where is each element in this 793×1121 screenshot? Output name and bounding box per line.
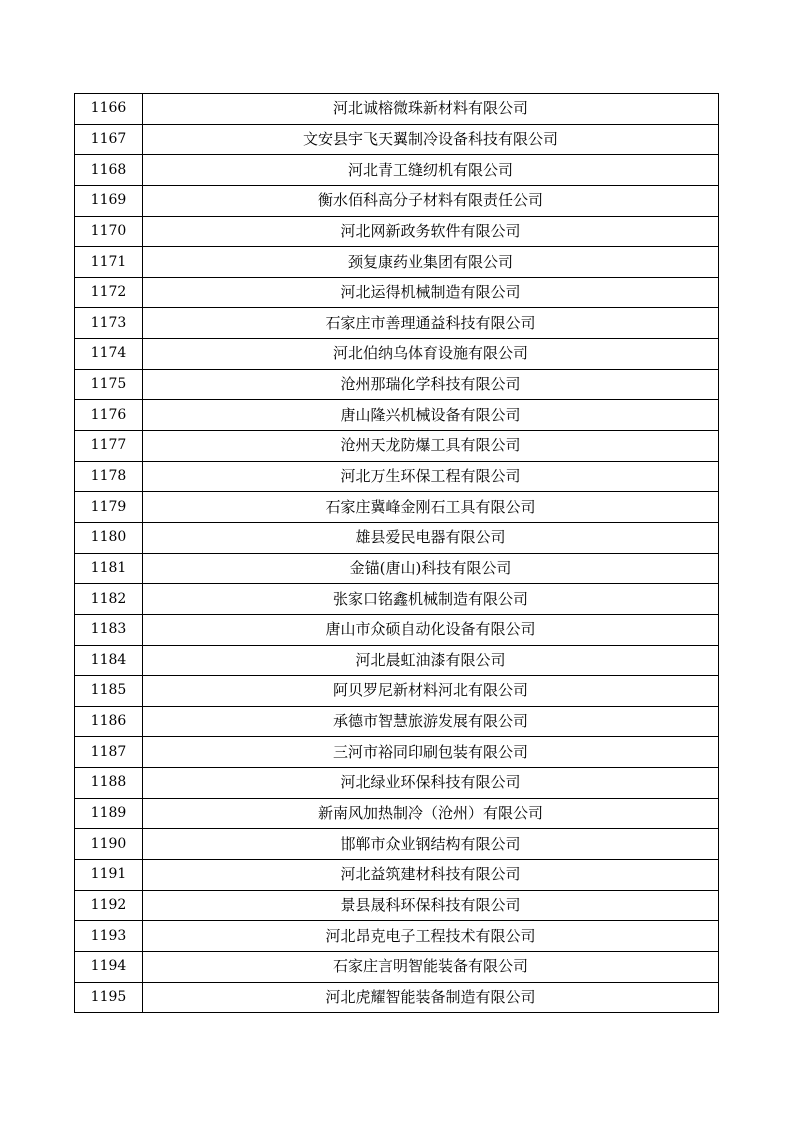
- table-row: [75, 890, 719, 921]
- table-row: [75, 155, 719, 186]
- company-name-cell: 张家口铭鑫机械制造有限公司: [143, 584, 719, 615]
- table-row: [75, 951, 719, 982]
- table-row: [75, 216, 719, 247]
- table-row: [75, 400, 719, 431]
- table-row: [75, 369, 719, 400]
- row-number-cell: 1174: [75, 339, 143, 370]
- row-number-cell: 1171: [75, 247, 143, 278]
- row-number-cell: 1184: [75, 645, 143, 676]
- row-number-cell: 1185: [75, 676, 143, 707]
- row-number-cell: 1173: [75, 308, 143, 339]
- company-name-cell: 石家庄市善理通益科技有限公司: [143, 308, 719, 339]
- company-name-cell: 金锚(唐山)科技有限公司: [143, 553, 719, 584]
- company-name-cell: 沧州天龙防爆工具有限公司: [143, 431, 719, 462]
- row-number-cell: 1194: [75, 951, 143, 982]
- company-name-cell: 承德市智慧旅游发展有限公司: [143, 706, 719, 737]
- company-name-cell: 河北运得机械制造有限公司: [143, 277, 719, 308]
- company-name-cell: 景县晟科环保科技有限公司: [143, 890, 719, 921]
- row-number-cell: 1166: [75, 94, 143, 125]
- table-row: [75, 737, 719, 768]
- table-row: [75, 247, 719, 278]
- row-number-cell: 1181: [75, 553, 143, 584]
- row-number-cell: 1192: [75, 890, 143, 921]
- table-row: [75, 676, 719, 707]
- table-row: [75, 768, 719, 799]
- company-list-table: [74, 93, 719, 1013]
- company-name-cell: 文安县宇飞天翼制冷设备科技有限公司: [143, 124, 719, 155]
- row-number-cell: 1178: [75, 461, 143, 492]
- table-row: [75, 461, 719, 492]
- table-row: [75, 645, 719, 676]
- table-row: [75, 614, 719, 645]
- row-number-cell: 1179: [75, 492, 143, 523]
- table-row: [75, 921, 719, 952]
- company-name-cell: 河北青工缝纫机有限公司: [143, 155, 719, 186]
- company-name-cell: 衡水佰科高分子材料有限责任公司: [143, 185, 719, 216]
- row-number-cell: 1172: [75, 277, 143, 308]
- company-list-table-wrapper: [74, 93, 718, 1013]
- table-body: [75, 94, 719, 1013]
- table-row: [75, 522, 719, 553]
- company-name-cell: 河北万生环保工程有限公司: [143, 461, 719, 492]
- company-name-cell: 新南风加热制冷（沧州）有限公司: [143, 798, 719, 829]
- company-name-cell: 雄县爱民电器有限公司: [143, 522, 719, 553]
- row-number-cell: 1182: [75, 584, 143, 615]
- company-name-cell: 唐山隆兴机械设备有限公司: [143, 400, 719, 431]
- table-row: [75, 277, 719, 308]
- company-name-cell: 邯郸市众业钢结构有限公司: [143, 829, 719, 860]
- table-row: [75, 185, 719, 216]
- company-name-cell: 河北益筑建材科技有限公司: [143, 860, 719, 891]
- row-number-cell: 1187: [75, 737, 143, 768]
- company-name-cell: 唐山市众硕自动化设备有限公司: [143, 614, 719, 645]
- table-row: [75, 584, 719, 615]
- company-name-cell: 河北绿业环保科技有限公司: [143, 768, 719, 799]
- row-number-cell: 1193: [75, 921, 143, 952]
- row-number-cell: 1186: [75, 706, 143, 737]
- company-name-cell: 河北网新政务软件有限公司: [143, 216, 719, 247]
- table-row: [75, 94, 719, 125]
- company-name-cell: 河北诚榕微珠新材料有限公司: [143, 94, 719, 125]
- row-number-cell: 1168: [75, 155, 143, 186]
- table-row: [75, 860, 719, 891]
- row-number-cell: 1169: [75, 185, 143, 216]
- company-name-cell: 颈复康药业集团有限公司: [143, 247, 719, 278]
- row-number-cell: 1190: [75, 829, 143, 860]
- company-name-cell: 三河市裕同印刷包装有限公司: [143, 737, 719, 768]
- table-row: [75, 308, 719, 339]
- row-number-cell: 1191: [75, 860, 143, 891]
- company-name-cell: 石家庄冀峰金刚石工具有限公司: [143, 492, 719, 523]
- table-row: [75, 431, 719, 462]
- row-number-cell: 1188: [75, 768, 143, 799]
- table-row: [75, 982, 719, 1013]
- company-name-cell: 沧州那瑞化学科技有限公司: [143, 369, 719, 400]
- table-row: [75, 829, 719, 860]
- row-number-cell: 1170: [75, 216, 143, 247]
- company-name-cell: 河北晨虹油漆有限公司: [143, 645, 719, 676]
- table-row: [75, 124, 719, 155]
- row-number-cell: 1175: [75, 369, 143, 400]
- table-row: [75, 553, 719, 584]
- table-row: [75, 492, 719, 523]
- table-row: [75, 798, 719, 829]
- table-row: [75, 706, 719, 737]
- row-number-cell: 1176: [75, 400, 143, 431]
- company-name-cell: 河北伯纳乌体育设施有限公司: [143, 339, 719, 370]
- row-number-cell: 1177: [75, 431, 143, 462]
- table-row: [75, 339, 719, 370]
- row-number-cell: 1167: [75, 124, 143, 155]
- row-number-cell: 1195: [75, 982, 143, 1013]
- row-number-cell: 1189: [75, 798, 143, 829]
- company-name-cell: 阿贝罗尼新材料河北有限公司: [143, 676, 719, 707]
- company-name-cell: 河北虎耀智能装备制造有限公司: [143, 982, 719, 1013]
- company-name-cell: 石家庄言明智能装备有限公司: [143, 951, 719, 982]
- company-name-cell: 河北昂克电子工程技术有限公司: [143, 921, 719, 952]
- row-number-cell: 1183: [75, 614, 143, 645]
- row-number-cell: 1180: [75, 522, 143, 553]
